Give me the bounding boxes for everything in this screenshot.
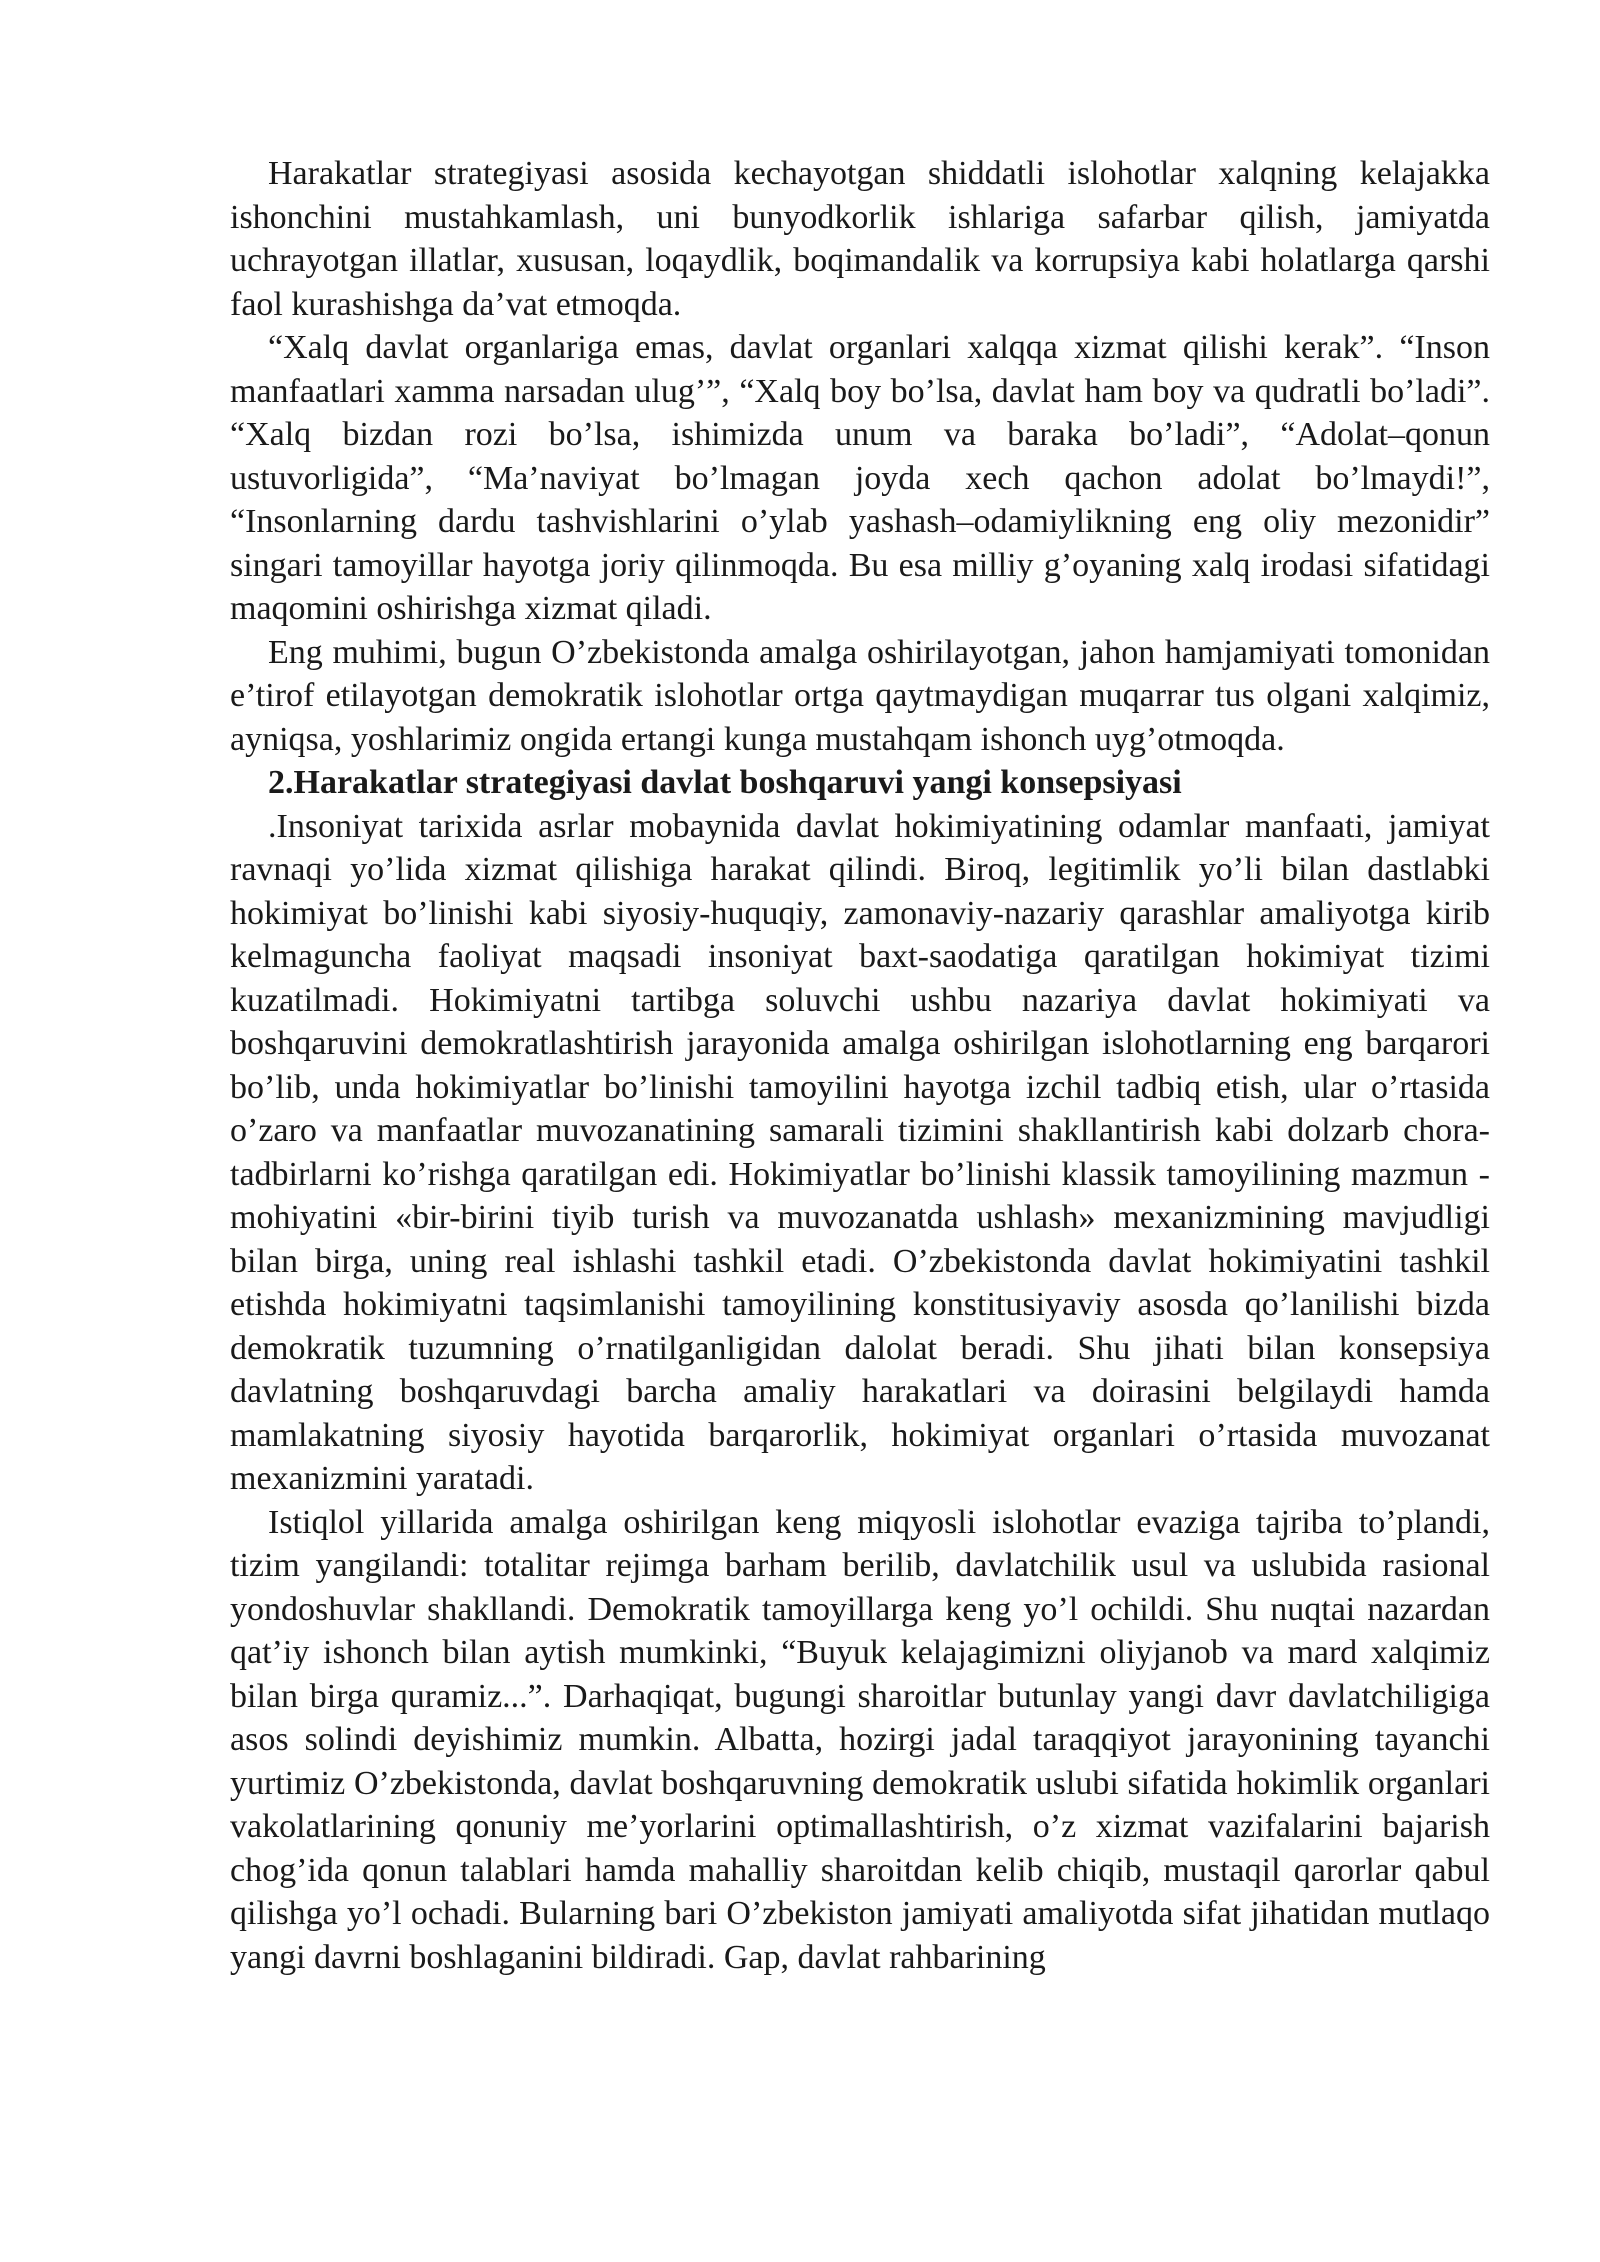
- paragraph: Eng muhimi, bugun O’zbekistonda amalga oshirilayotgan, jahon hamjamiyati tomonidan e’tirof etilayotgan demokratik islohotlar ortga qaytmaydigan muqarrar tus olgani xalqimiz, ayniqsa, yoshlarimiz ongida ertangi kunga mustahqam ishonch uyg’otmoqda.: [230, 633, 1490, 758]
- paragraph: “Xalq davlat organlariga emas, davlat organlari xalqqa xizmat qilishi kerak”. “Inson manfaatlari xamma narsadan ulug’”, “Xalq boy bo’lsa, davlat ham boy va qudratli bo’ladi”. “Xalq bizdan rozi bo’lsa, ishimizda unum va baraka bo’ladi”, “Adolat–qonun ustuvorligida”, “Ma’naviyat bo’lmagan joyda xech qachon adolat bo’lmaydi!”, “Insonlarning dardu tashvishlarini o’ylab yashash–odamiylikning eng oliy mezonidir” singari tamoyillar hayotga joriy qilinmoqda. Bu esa milliy g’oyaning xalq irodasi sifatidagi maqomini oshirishga xizmat qiladi.: [230, 329, 1490, 627]
- paragraph: Istiqlol yillarida amalga oshirilgan keng miqyosli islohotlar evaziga tajriba to’plandi, tizim yangilandi: totalitar rejimga barham berilib, davlatchilik usul va uslubida rasional yondoshuvlar shakllandi. Demokratik tamoyillarga keng yo’l ochildi. Shu nuqtai nazardan qat’iy ishonch bilan aytish mumkinki, “Buyuk kelajagimizni oliyjanob va mard xalqimiz bilan birga quramiz...”. Darhaqiqat, bugungi sharoitlar butunlay yangi davr davlatchiligiga asos solindi deyishimiz mumkin. Albatta, hozirgi jadal taraqqiyot jarayonining tayanchi yurtimiz O’zbekistonda, davlat boshqaruvning demokratik uslubi sifatida hokimlik organlari vakolatlarining qonuniy me’yorlarini optimallashtirish, o’z xizmat vazifalarini bajarish chog’ida qonun talablari hamda mahalliy sharoitdan kelib chiqib, mustaqil qarorlar qabul qilishga yo’l ochadi. Bularning bari O’zbekiston jamiyati amaliyotda sifat jihatidan mutlaqo yangi davrni boshlaganini bildiradi. Gap, davlat rahbarining: [230, 1503, 1490, 1976]
- paragraph: .Insoniyat tarixida asrlar mobaynida davlat hokimiyatining odamlar manfaati, jamiyat ravnaqi yo’lida xizmat qilishiga harakat qilindi. Biroq, legitimlik yo’li bilan dastlabki hokimiyat bo’linishi kabi siyosiy-huquqiy, zamonaviy-nazariy qarashlar amaliyotga kirib kelmaguncha faoliyat maqsadi insoniyat baxt-saodatiga qaratilgan hokimiyat tizimi kuzatilmadi. Hokimiyatni tartibga soluvchi ushbu nazariya davlat hokimiyati va boshqaruvini demokratlashtirish jarayonida amalga oshirilgan islohotlarning eng barqarori bo’lib, unda hokimiyatlar bo’linishi tamoyilini hayotga izchil tadbiq etish, ular o’rtasida o’zaro va manfaatlar muvozanatining samarali tizimini shakllantirish kabi dolzarb chora-tadbirlarni ko’rishga qaratilgan edi. Hokimiyatlar bo’linishi klassik tamoyilining mazmun - mohiyatini «bir-birini tiyib turish va muvozanatda ushlash» mexanizmining mavjudligi bilan birga, uning real ishlashi tashkil etadi. O’zbekistonda davlat hokimiyatini tashkil etishda hokimiyatni taqsimlanishi tamoyilining konstitusiyaviy asosda qo’lanilishi bizda demokratik tuzumning o’rnatilganligidan dalolat beradi. Shu jihati bilan konsepsiya davlatning boshqaruvdagi barcha amaliy harakatlari va doirasini belgilaydi hamda mamlakatning siyosiy hayotida barqarorlik, hokimiyat organlari o’rtasida muvozanat mexanizmini yaratadi.: [230, 807, 1490, 1497]
- section-heading: 2.Harakatlar strategiyasi davlat boshqaruvi yangi konsepsiyasi: [268, 764, 1182, 801]
- paragraph: Harakatlar strategiyasi asosida kechayotgan shiddatli islohotlar xalqning kelajakka ishonchini mustahkamlash, uni bunyodkorlik ishlariga safarbar qilish, jamiyatda uchrayotgan illatlar, xususan, loqaydlik, boqimandalik va korrupsiya kabi holatlarga qarshi faol kurashishga da’vat etmoqda.: [230, 155, 1490, 323]
- document-page: [230, 152, 1490, 1979]
